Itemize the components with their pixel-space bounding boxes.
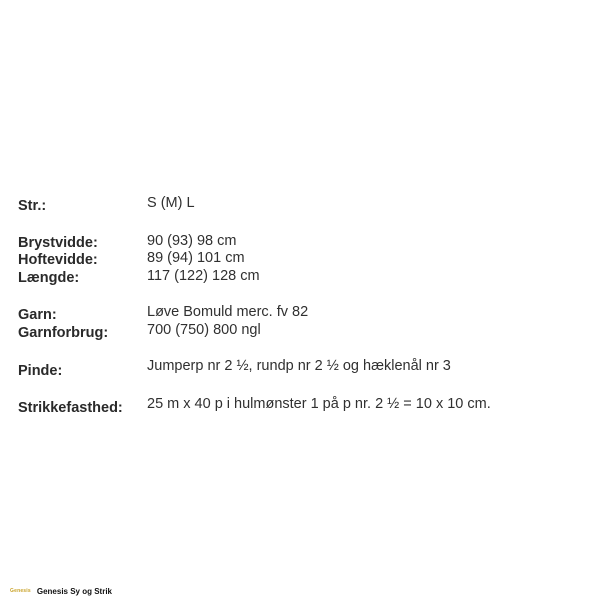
genesis-logo: Genesis xyxy=(10,587,31,594)
gauge-label: Strikkefasthed: xyxy=(18,400,123,416)
size-value: S (M) L xyxy=(147,195,195,211)
yarn-usage-label: Garnforbrug: xyxy=(18,325,109,341)
yarn-usage-value: 700 (750) 800 ngl xyxy=(147,322,261,338)
hip-value: 89 (94) 101 cm xyxy=(147,250,245,266)
bust-value: 90 (93) 98 cm xyxy=(147,233,237,249)
length-label: Længde: xyxy=(18,270,80,286)
footer-brand: Genesis Sy og Strik xyxy=(36,586,112,596)
footer xyxy=(10,584,112,598)
bust-label: Brystvidde: xyxy=(18,235,98,251)
needles-label: Pinde: xyxy=(18,363,63,379)
hip-label: Hoftevidde: xyxy=(18,252,98,268)
yarn-label: Garn: xyxy=(18,307,57,323)
needles-value: Jumperp nr 2 ½, rundp nr 2 ½ og hæklenål nr 3 xyxy=(147,358,451,374)
length-value: 117 (122) 128 cm xyxy=(147,268,260,284)
yarn-value: Løve Bomuld merc. fv 82 xyxy=(147,304,309,320)
size-label: Str.: xyxy=(18,198,47,214)
gauge-value: 25 m x 40 p i hulmønster 1 på p nr. 2 ½ = 10 x 10 cm. xyxy=(147,396,491,412)
